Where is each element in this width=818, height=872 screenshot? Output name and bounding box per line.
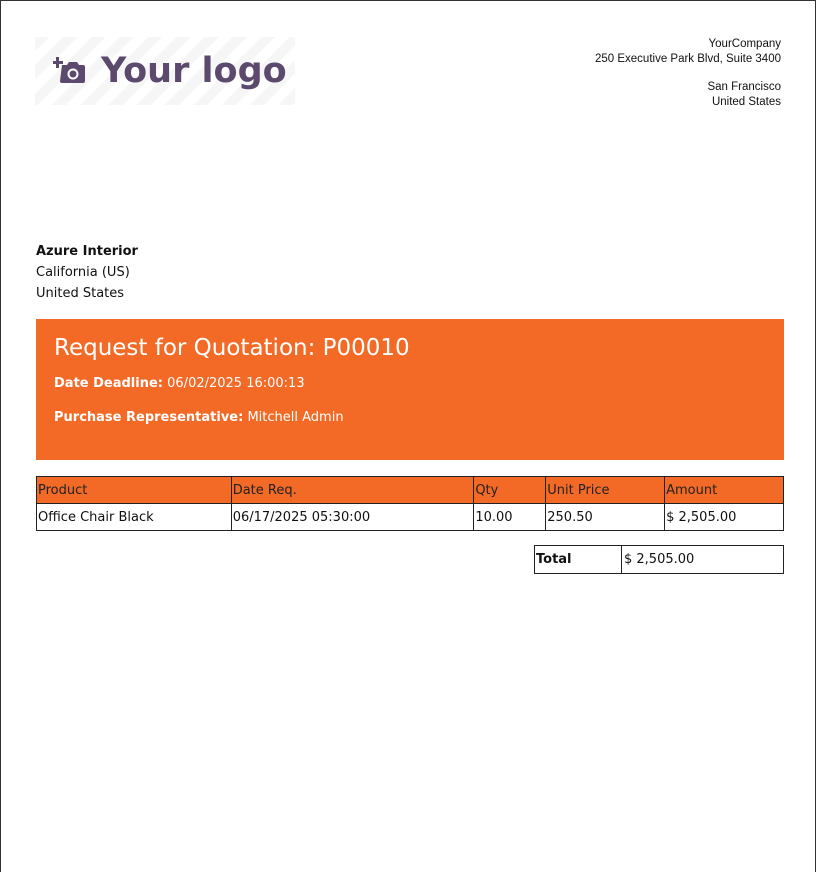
recipient-country: United States xyxy=(36,286,125,301)
company-country: United States xyxy=(711,95,781,108)
recipient-region: California (US) xyxy=(36,265,130,280)
column-header-date-req: Date Req. xyxy=(231,477,474,504)
company-city: San Francisco xyxy=(707,81,781,93)
cell-unit-price: 250.50 xyxy=(546,504,665,531)
recipient-name: Azure Interior xyxy=(36,244,138,259)
date-deadline xyxy=(54,376,305,391)
logo-text: Your logo xyxy=(101,51,287,91)
total-label: Total xyxy=(535,546,622,574)
company-address xyxy=(595,37,781,109)
purchase-representative-value: Mitchell Admin xyxy=(247,410,344,425)
company-logo xyxy=(35,37,295,105)
cell-qty: 10.00 xyxy=(474,504,546,531)
column-header-amount: Amount xyxy=(665,477,784,504)
purchase-representative-label: Purchase Representative: xyxy=(54,410,244,425)
table-row xyxy=(37,504,784,531)
company-name: YourCompany xyxy=(708,38,781,50)
cell-amount: $ 2,505.00 xyxy=(665,504,784,531)
order-lines-table xyxy=(36,476,784,531)
column-header-product: Product xyxy=(37,477,232,504)
total-value: $ 2,505.00 xyxy=(622,546,784,574)
table-header-row xyxy=(37,477,784,504)
column-header-unit-price: Unit Price xyxy=(546,477,665,504)
rfq-header-banner xyxy=(36,319,784,460)
cell-date-req: 06/17/2025 05:30:00 xyxy=(231,504,474,531)
date-deadline-value: 06/02/2025 16:00:13 xyxy=(167,376,305,391)
page-title: Request for Quotation: P00010 xyxy=(54,335,410,361)
camera-plus-icon xyxy=(53,55,87,87)
column-header-qty: Qty xyxy=(474,477,546,504)
purchase-representative xyxy=(54,410,344,425)
cell-product: Office Chair Black xyxy=(37,504,232,531)
company-street: 250 Executive Park Blvd, Suite 3400 xyxy=(594,52,781,65)
date-deadline-label: Date Deadline: xyxy=(54,376,163,391)
total-table xyxy=(534,545,784,574)
recipient-address xyxy=(36,241,138,304)
total-row xyxy=(535,546,784,574)
